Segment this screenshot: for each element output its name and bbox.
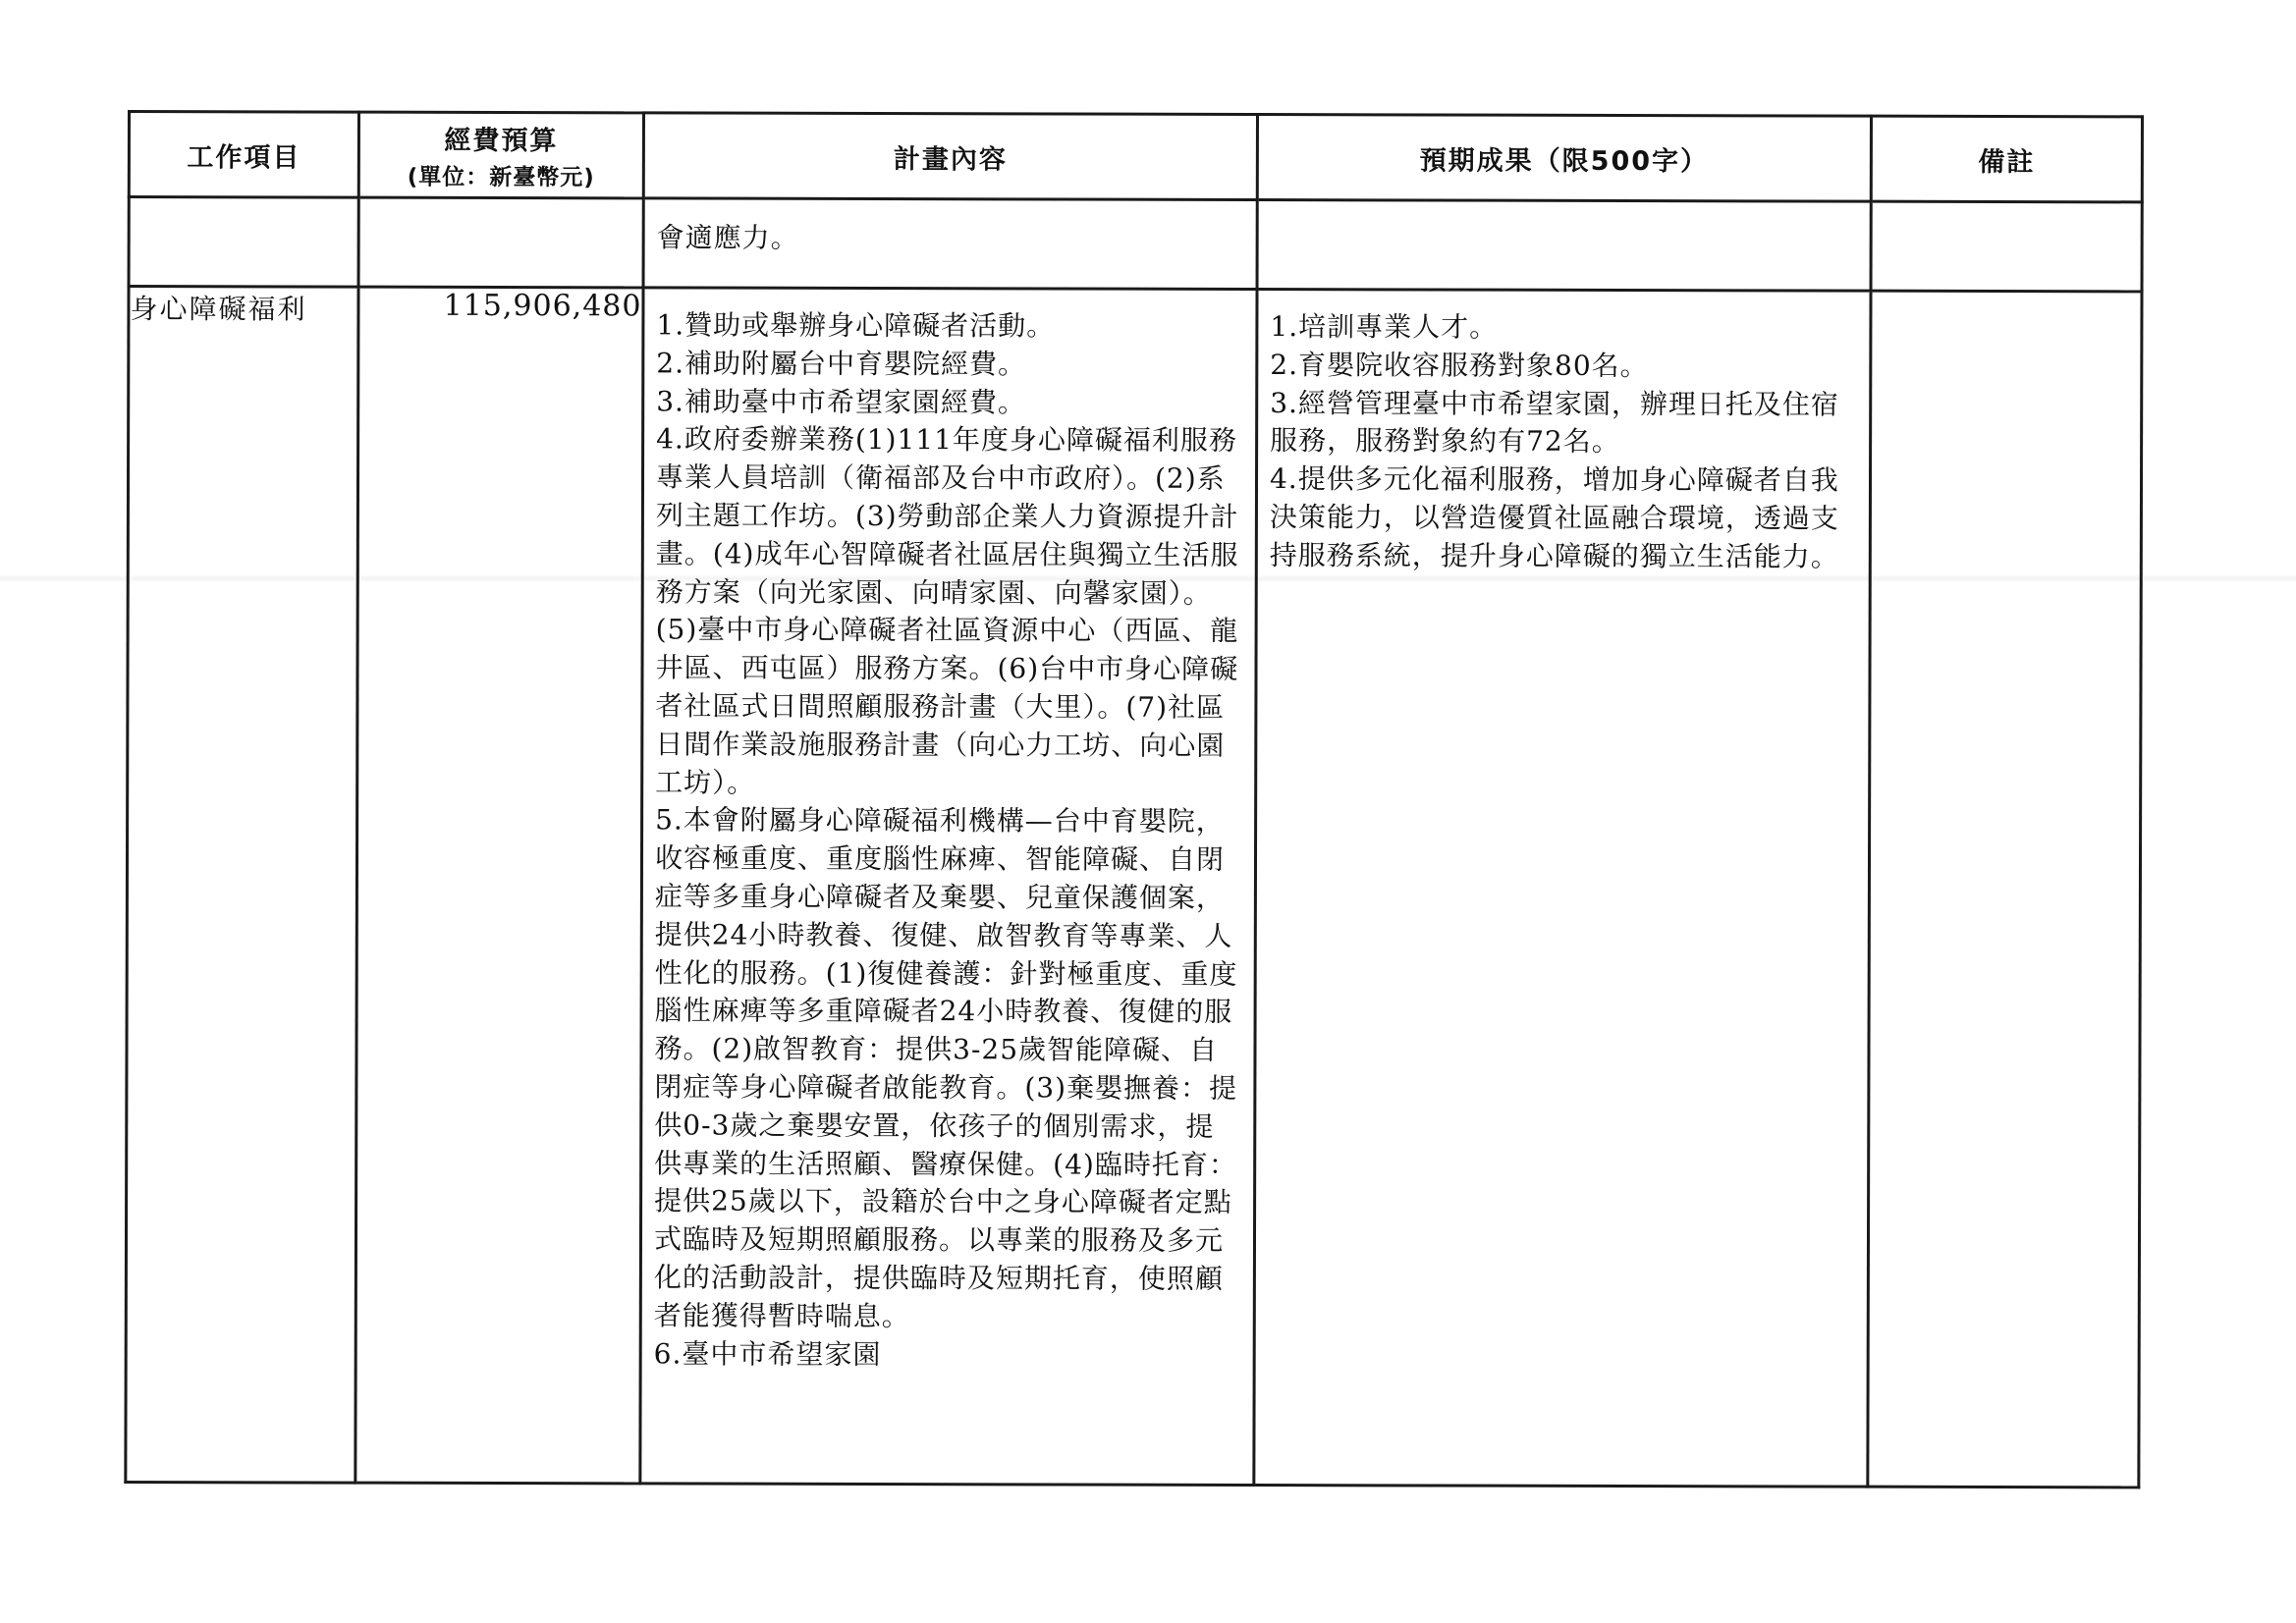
table-row-continued [129, 197, 2142, 292]
header-plan-content [643, 113, 1257, 200]
expected-results-text: 1.培訓專業人才。 2.育嬰院收容服務對象80名。 3.經營管理臺中市希望家園，辦理日托及住宿服務，服務對象約有72名。 4.提供多元化福利服務，增加身心障礙者自我決策能力，以營造優質社區融合環境，透過支持服務系統，提升身心障礙的獨立生活能力。 [1269, 310, 1839, 573]
plan-content-text: 1.贊助或舉辦身心障礙者活動。 2.補助附屬台中育嬰院經費。 3.補助臺中市希望家園經費。 4.政府委辦業務(1)111年度身心障礙福利服務專業人員培訓（衛福部及台中市政府）。(2)系列主題工作坊。(3)勞動部企業人力資源提升計畫。(4)成年心智障礙者社區居住與獨立生活服務方案（向光家園、向晴家園、向馨家園）。(5)臺中市身心障礙者社區資源中心（西區、龍井區、西屯區）服務方案。(6)台中市身心障礙者社區式日間照顧服務計畫（大里）。(7)社區日間作業設施服務計畫（向心力工坊、向心園工坊）。 5.本會附屬身心障礙福利機構—台中育嬰院，收容極重度、重度腦性麻痺、智能障礙、自閉症等多重身心障礙者及棄嬰、兒童保護個案，提供24小時教養、復健、啟智教育等專業、人性化的服務。(1)復健養護：針對極重度、重度腦性麻痺等多重障礙者24小時教養、復健的服務。(2)啟智教育：提供3-25歲智能障礙、自閉症等身心障礙者啟能教育。(3)棄嬰撫養：提供0-3歲之棄嬰安置，依孩子的個別需求，提供專業的生活照顧、醫療保健。(4)臨時托育：提供25歲以下，設籍於台中之身心障礙者定點式臨時及短期照顧服務。以專業的服務及多元化的活動設計，提供臨時及短期托育，使照顧者能獲得暫時喘息。 6.臺中市希望家園 [653, 308, 1239, 1371]
header-budget [358, 112, 643, 198]
work-item-cell: 身心障礙福利 [126, 287, 358, 1484]
header-budget-unit: (單位：新臺幣元) [407, 164, 595, 191]
header-plan-content-label: 計畫內容 [893, 143, 1008, 175]
cont-remarks-cell [1871, 201, 2142, 292]
budget-amount-cell: 115,906,480 [355, 287, 643, 1484]
table-row-disability-welfare [126, 287, 2142, 1488]
header-expected-results [1257, 115, 1871, 202]
cont-work-item-cell [129, 197, 358, 288]
cont-budget-cell [358, 197, 643, 288]
table-header-row [129, 112, 2142, 202]
remarks-cell [1868, 291, 2142, 1488]
budget-plan-table [124, 110, 2144, 1488]
expected-results-cell [1254, 290, 1871, 1488]
plan-content-cell [640, 288, 1257, 1486]
header-budget-title: 經費預算 [444, 125, 559, 157]
header-work-item [129, 112, 358, 198]
cont-plan-content-text: 會適應力。 [656, 221, 799, 254]
header-remarks [1871, 116, 2142, 202]
cont-plan-content-cell [643, 198, 1257, 290]
header-work-item-label: 工作項目 [187, 141, 301, 173]
cont-expected-results-cell [1257, 200, 1871, 292]
header-remarks-label: 備註 [1978, 146, 2036, 178]
header-expected-results-label: 預期成果（限500字） [1419, 144, 1710, 177]
